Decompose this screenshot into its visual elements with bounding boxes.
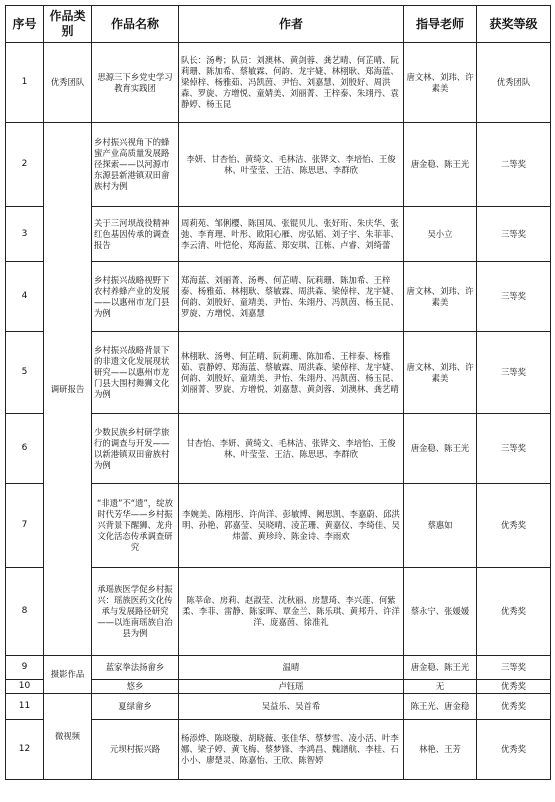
award-cell: 二等奖: [477, 123, 551, 207]
awards-table: [5, 5, 551, 780]
row-seq: 7: [6, 484, 44, 568]
authors-cell: 林栩耿、汤粤、何芷晴、阮莉珊、陈加希、王梓泰、杨雅茹、袁静婷、郑海蓝、蔡敏霖、周洪森、梁倬梓、龙宇婕、何韵、刘殷好、童靖美、尹怡、朱翊丹、冯凯茵、杨玉昆、刘丽菁、罗旋、方增悦、刘嘉慧、黄剑蓉、刘澳林、龚艺晴: [179, 332, 404, 414]
advisor-cell: 蔡惠如: [404, 484, 477, 568]
advisor-cell: 无: [404, 680, 477, 694]
row-seq: 3: [6, 207, 44, 262]
award-cell: 三等奖: [477, 332, 551, 414]
authors-cell: 李婉美、陈栩彤、许尚洋、彭敏博、阙思凯、李嘉蔚、邱洪明、孙艳、郭嘉莹、吴晓晴、凌芷珊、黄嘉仪、李绮佳、吴炜蕾、黄珍玲、陈金诗、李雨欢: [179, 484, 404, 568]
work-name: 乡村振兴战略视野下农村养蜂产业的发展——以惠州市龙门县为例: [92, 262, 179, 332]
award-cell: 三等奖: [477, 414, 551, 484]
award-cell: 优秀奖: [477, 568, 551, 656]
advisor-cell: 唐金稳、陈王光: [404, 414, 477, 484]
authors-cell: 温晴: [179, 656, 404, 680]
work-name: 蓝家拳法扬畲乡: [92, 656, 179, 680]
award-cell: 三等奖: [477, 262, 551, 332]
row-seq: 6: [6, 414, 44, 484]
header-advisor: 指导老师: [404, 6, 477, 43]
authors-cell: 陈莘命、房莉、赵淑莹、沈秋丽、房慧琦、李兴莲、何紫柔、李菲、雷静、陈家晖、覃金兰、陈乐琪、黄邦升、许洋洋、庞嘉茵、徐准礼: [179, 568, 404, 656]
row-seq: 1: [6, 43, 44, 123]
award-cell: 优秀团队: [477, 43, 551, 123]
row-seq: 4: [6, 262, 44, 332]
authors-cell: 吴益乐、吴首希: [179, 694, 404, 720]
row-seq: 12: [6, 720, 44, 780]
authors-cell: 郑海蓝、刘丽菁、汤粤、何芷晴、阮莉珊、陈加希、王梓泰、杨雅茹、林栩耿、蔡敏霖、周洪森、梁倬梓、龙宇婕、何韵、刘殷好、童靖美、尹怡、朱翊丹、冯凯茵、杨玉昆、罗旋、方增悦、刘嘉慧: [179, 262, 404, 332]
advisor-cell: 唐文林、刘玮、许素美: [404, 262, 477, 332]
row-seq: 9: [6, 656, 44, 680]
table-row: [6, 694, 551, 720]
header-row: [6, 6, 551, 43]
table-row: [6, 656, 551, 680]
row-seq: 10: [6, 680, 44, 694]
header-award: 获奖等级: [477, 6, 551, 43]
category-cell: 摄影作品: [44, 656, 92, 694]
award-cell: 三等奖: [477, 207, 551, 262]
category-cell: 调研报告: [44, 123, 92, 656]
work-name: 少数民族乡村研学旅行的调查与开发——以新港镇双田畲族村为例: [92, 414, 179, 484]
award-cell: 优秀奖: [477, 680, 551, 694]
row-seq: 8: [6, 568, 44, 656]
table-row: [6, 43, 551, 123]
advisor-cell: 唐金稳、陈王光: [404, 123, 477, 207]
work-name: 悠乡: [92, 680, 179, 694]
authors-cell: 杨添烨、陈晓璇、胡晓薇、张佳华、蔡梦雪、凌小活、叶李娜、梁子婷、黄飞梅、蔡梦锋、李鸿昌、魏譜航、李桂、石小小、廖楚灵、陈嘉怡、王欣、陈智婷: [179, 720, 404, 780]
advisor-cell: 唐文林、刘玮、许素美: [404, 332, 477, 414]
category-cell: 微视频: [44, 694, 92, 780]
work-name: 乡村振兴战略背景下的非遗文化发展现状研究——以惠州市龙门县大围村舞狮文化为例: [92, 332, 179, 414]
header-seq: 序号: [6, 6, 44, 43]
advisor-cell: 唐文林、刘玮、许素美: [404, 43, 477, 123]
award-cell: 优秀奖: [477, 720, 551, 780]
authors-cell: 李妍、甘杏怡、黄绮文、毛林洁、张铧文、李培怡、王俊林、叶莹莹、王洁、陈思思、李群欣: [179, 123, 404, 207]
work-name: 夏绿畲乡: [92, 694, 179, 720]
award-cell: 优秀奖: [477, 694, 551, 720]
advisor-cell: 林艳、王芳: [404, 720, 477, 780]
advisor-cell: 蔡永宁、张媛媛: [404, 568, 477, 656]
category-cell: 优秀团队: [44, 43, 92, 123]
header-name: 作品名称: [92, 6, 179, 43]
row-seq: 2: [6, 123, 44, 207]
work-name: 思源三下乡党史学习教育实践团: [92, 43, 179, 123]
award-cell: 优秀奖: [477, 484, 551, 568]
authors-cell: 卢钰瑶: [179, 680, 404, 694]
work-name: 承瑶族医学促乡村振兴：瑶族医药文化传承与发展路径研究——以连南瑶族自治县为例: [92, 568, 179, 656]
advisor-cell: 唐金稳、陈王光: [404, 656, 477, 680]
award-cell: 三等奖: [477, 656, 551, 680]
row-seq: 11: [6, 694, 44, 720]
work-name: 关于三河坝战役精神红色基因传承的调查报告: [92, 207, 179, 262]
authors-cell: 队长：汤粤；队员：刘澳林、黄剑蓉、龚艺晴、何芷晴、阮莉珊、陈加希、蔡敏霖、何韵、龙宇婕、林栩耿、郑海蓝、梁倬梓、杨雅茹、冯凯茵、尹怡、刘嘉慧、刘殷好、周洪森、罗旋、方增悦、童婧美、刘丽菁、王梓泰、朱翊丹、袁静婷、杨玉昆: [179, 43, 404, 123]
authors-cell: 甘杏怡、李妍、黄绮文、毛林洁、张铧文、李培怡、王俊林、叶莹莹、王洁、陈思思、李群欣: [179, 414, 404, 484]
row-seq: 5: [6, 332, 44, 414]
work-name: 元坝村振兴路: [92, 720, 179, 780]
table-row: [6, 123, 551, 207]
work-name: “非遗”不“遗”，绽放时代芳华——乡村振兴背景下醒狮、龙舟文化活态传承调查研究: [92, 484, 179, 568]
advisor-cell: 陈王光、唐金稳: [404, 694, 477, 720]
header-authors: 作者: [179, 6, 404, 43]
advisor-cell: 吴小立: [404, 207, 477, 262]
header-category: 作品类别: [44, 6, 92, 43]
work-name: 乡村振兴视角下的蜂蜜产业高质量发展路径探索——以河源市东源县新港镇双田畲族村为例: [92, 123, 179, 207]
authors-cell: 周莉苑、邹俐樱、陈国凤、张锟贝儿、张好珩、朱庆华、张弛、李育理、叶彤、欧阳心雁、房弘韬、刘子宇、朱菲菲、李云清、叶恺伦、郑海蓝、郑安琪、江栋、卢睿、刘绮蕾: [179, 207, 404, 262]
